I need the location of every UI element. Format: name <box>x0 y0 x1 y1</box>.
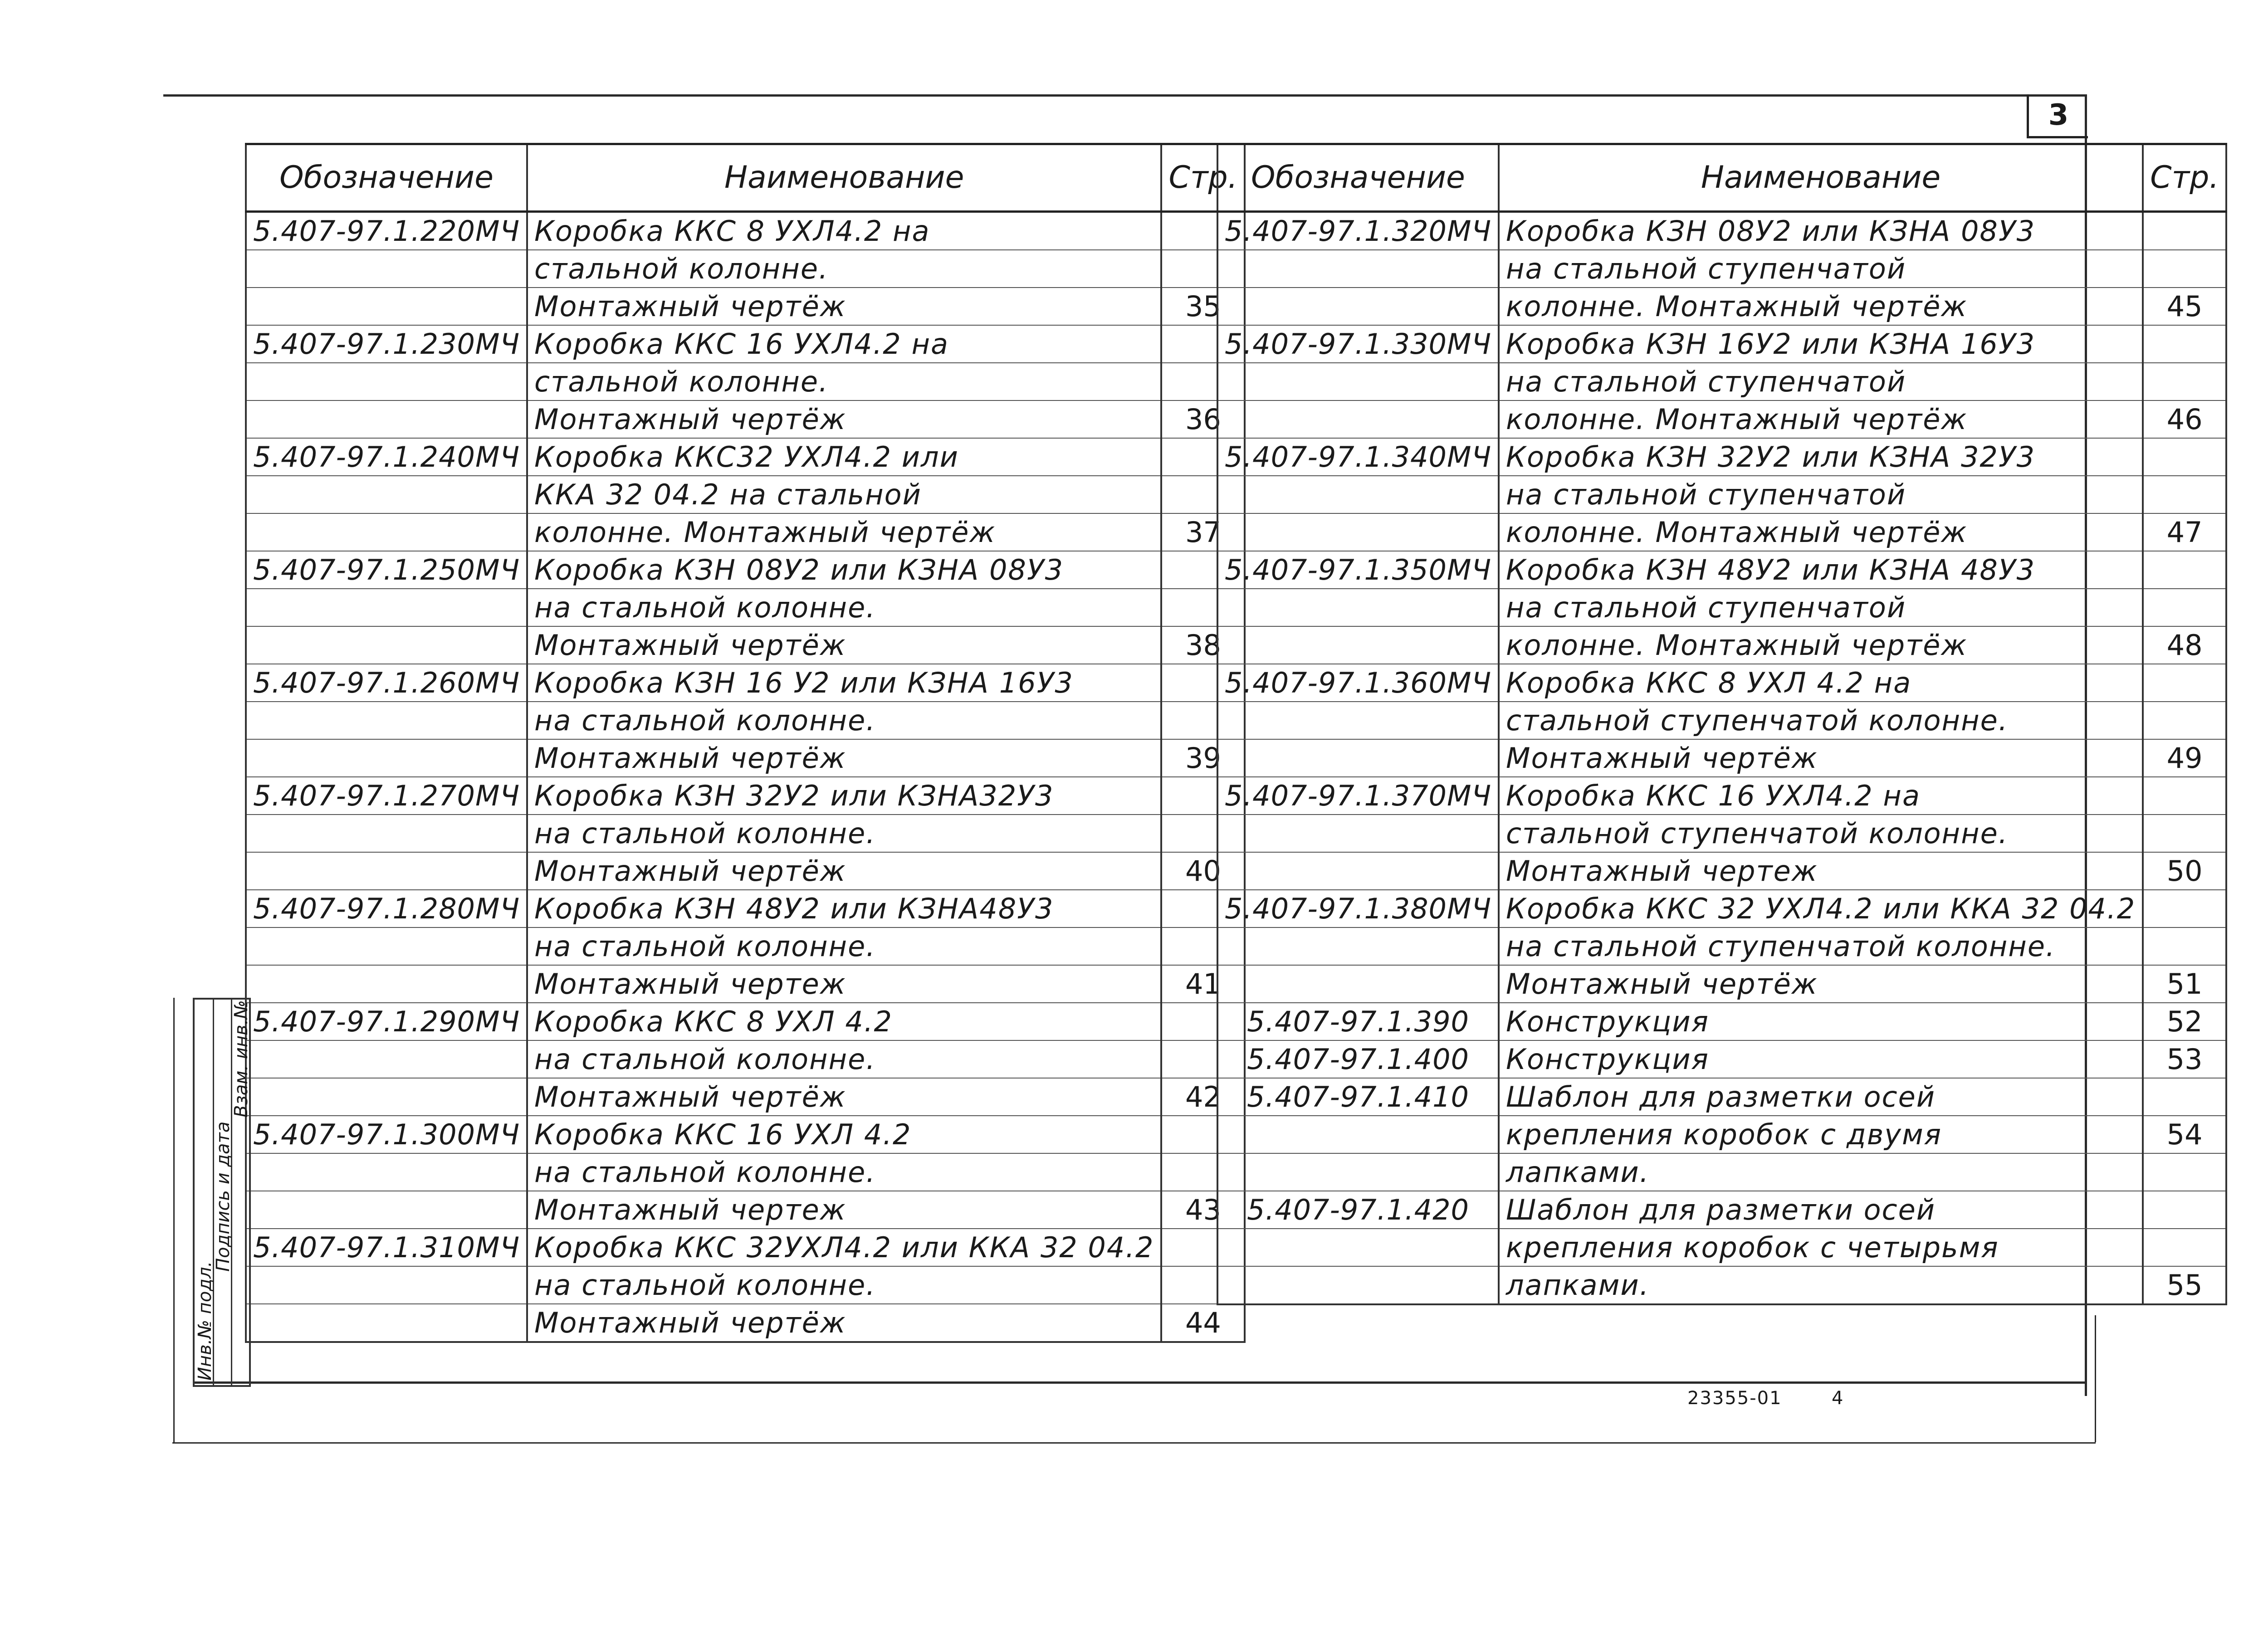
stamp-replacement-label: Взам. инв.№ <box>231 1000 252 1118</box>
name-cell: на стальной колонне. <box>527 1266 1161 1304</box>
page-cell: 44 <box>1161 1304 1245 1342</box>
page-cell: 47 <box>2143 513 2226 551</box>
designation-cell <box>246 1266 527 1304</box>
page-cell <box>2143 664 2226 702</box>
name-cell: Конструкция <box>1499 1040 2143 1078</box>
table-row <box>1217 965 2226 1003</box>
page-number: 3 <box>2027 94 2088 138</box>
designation-cell: 5.407-97.1.310МЧ <box>246 1229 527 1266</box>
name-cell: Конструкция <box>1499 1003 2143 1040</box>
designation-cell: 5.407-97.1.390 <box>1217 1003 1499 1040</box>
table-row <box>1217 664 2226 702</box>
designation-cell <box>1217 965 1499 1003</box>
table-row <box>1217 513 2226 551</box>
page-cell: 54 <box>2143 1116 2226 1153</box>
page-cell: 38 <box>1161 626 1245 664</box>
name-header: Наименование <box>1499 144 2143 212</box>
page-header: Стр. <box>1161 144 1245 212</box>
table-row <box>246 1229 1245 1266</box>
table-row <box>1217 438 2226 476</box>
table-row <box>1217 212 2226 250</box>
outer-left-line <box>173 998 175 1442</box>
page-cell <box>2143 927 2226 965</box>
page-cell <box>2143 212 2226 250</box>
table-row <box>246 1191 1245 1229</box>
page-cell: 36 <box>1161 400 1245 438</box>
name-cell: на стальной ступенчатой <box>1499 476 2143 513</box>
name-cell: стальной ступенчатой колонне. <box>1499 815 2143 852</box>
page-cell <box>2143 815 2226 852</box>
page-cell <box>2143 1153 2226 1191</box>
bottom-frame-line <box>193 1381 2087 1384</box>
table-row <box>246 815 1245 852</box>
page-header: Стр. <box>2143 144 2226 212</box>
designation-cell <box>246 852 527 890</box>
table-header-row <box>1217 144 2226 212</box>
table-row <box>246 325 1245 363</box>
name-cell: крепления коробок с четырьмя <box>1499 1229 2143 1266</box>
designation-cell: 5.407-97.1.280МЧ <box>246 890 527 927</box>
name-cell: Коробка КЗН 16У2 или КЗНА 16У3 <box>1499 325 2143 363</box>
top-frame-line <box>163 94 2087 97</box>
table-row <box>1217 1229 2226 1266</box>
name-cell: Коробка ККС 16 УХЛ 4.2 <box>527 1116 1161 1153</box>
page-cell: 39 <box>1161 739 1245 777</box>
table-row <box>1217 250 2226 288</box>
page-cell: 40 <box>1161 852 1245 890</box>
table-row <box>1217 400 2226 438</box>
designation-cell <box>246 513 527 551</box>
table-row <box>246 288 1245 325</box>
name-cell: Монтажный чертёж <box>527 1304 1161 1342</box>
name-cell: Шаблон для разметки осей <box>1499 1191 2143 1229</box>
page-cell <box>2143 476 2226 513</box>
designation-cell: 5.407-97.1.380МЧ <box>1217 890 1499 927</box>
page-cell: 42 <box>1161 1078 1245 1116</box>
designation-cell <box>246 1191 527 1229</box>
outer-right-line <box>2095 1315 2096 1442</box>
name-cell: Коробка ККС 16 УХЛ4.2 на <box>1499 777 2143 815</box>
table-row <box>246 1153 1245 1191</box>
name-cell: колонне. Монтажный чертёж <box>1499 400 2143 438</box>
table-row <box>246 890 1245 927</box>
designation-cell <box>1217 626 1499 664</box>
table-row <box>246 589 1245 626</box>
page-cell: 35 <box>1161 288 1245 325</box>
designation-cell <box>246 250 527 288</box>
name-cell: Шаблон для разметки осей <box>1499 1078 2143 1116</box>
designation-header: Обозначение <box>1217 144 1499 212</box>
table-row <box>1217 626 2226 664</box>
outer-bottom-line <box>172 1442 2096 1444</box>
name-cell: на стальной колонне. <box>527 1040 1161 1078</box>
stamp-signature-label: Подпись и дата <box>213 1121 234 1272</box>
stamp-inventory-label: Инв.№ подл. <box>195 1261 215 1381</box>
document-sheet-number: 4 <box>1832 1388 1844 1409</box>
designation-cell <box>1217 513 1499 551</box>
designation-cell <box>246 626 527 664</box>
name-cell: колонне. Монтажный чертёж <box>1499 288 2143 325</box>
name-cell: Коробка КЗН 08У2 или КЗНА 08У3 <box>1499 212 2143 250</box>
table-row <box>1217 551 2226 589</box>
page-cell: 50 <box>2143 852 2226 890</box>
designation-cell <box>1217 739 1499 777</box>
designation-cell <box>246 927 527 965</box>
table-row <box>246 1266 1245 1304</box>
table-row <box>246 1116 1245 1153</box>
name-cell: ККА 32 04.2 на стальной <box>527 476 1161 513</box>
name-cell: на стальной колонне. <box>527 702 1161 739</box>
designation-cell <box>1217 476 1499 513</box>
page-cell: 37 <box>1161 513 1245 551</box>
designation-cell <box>246 1078 527 1116</box>
name-cell: на стальной колонне. <box>527 927 1161 965</box>
page-cell: 52 <box>2143 1003 2226 1040</box>
table-row <box>1217 890 2226 927</box>
table-row <box>1217 927 2226 965</box>
name-cell: стальной ступенчатой колонне. <box>1499 702 2143 739</box>
page-cell: 53 <box>2143 1040 2226 1078</box>
designation-cell: 5.407-97.1.420 <box>1217 1191 1499 1229</box>
table-row <box>246 927 1245 965</box>
table-row <box>246 852 1245 890</box>
designation-cell <box>1217 250 1499 288</box>
page-cell: 48 <box>2143 626 2226 664</box>
table-row <box>246 212 1245 250</box>
name-cell: стальной колонне. <box>527 250 1161 288</box>
table-row <box>246 1040 1245 1078</box>
name-cell: Монтажный чертеж <box>527 965 1161 1003</box>
name-cell: колонне. Монтажный чертёж <box>527 513 1161 551</box>
designation-cell <box>246 363 527 400</box>
table-row <box>1217 288 2226 325</box>
page-cell <box>2143 250 2226 288</box>
name-cell: Коробка КЗН 08У2 или КЗНА 08У3 <box>527 551 1161 589</box>
designation-cell <box>1217 1229 1499 1266</box>
name-cell: Коробка ККС 16 УХЛ4.2 на <box>527 325 1161 363</box>
table-row <box>1217 739 2226 777</box>
name-cell: Коробка ККС 8 УХЛ 4.2 на <box>1499 664 2143 702</box>
name-cell: Монтажный чертёж <box>527 400 1161 438</box>
designation-cell <box>246 815 527 852</box>
designation-cell <box>1217 1266 1499 1304</box>
table-row <box>1217 1040 2226 1078</box>
designation-cell: 5.407-97.1.240МЧ <box>246 438 527 476</box>
page-cell <box>2143 890 2226 927</box>
designation-cell <box>1217 927 1499 965</box>
designation-cell <box>246 739 527 777</box>
designation-cell: 5.407-97.1.230МЧ <box>246 325 527 363</box>
table-row <box>246 1304 1245 1342</box>
table-row <box>1217 1116 2226 1153</box>
name-cell: колонне. Монтажный чертёж <box>1499 626 2143 664</box>
designation-cell <box>246 288 527 325</box>
table-row <box>1217 476 2226 513</box>
name-cell: Коробка КЗН 16 У2 или КЗНА 16У3 <box>527 664 1161 702</box>
designation-cell <box>1217 363 1499 400</box>
designation-cell <box>1217 852 1499 890</box>
designation-cell <box>1217 1116 1499 1153</box>
designation-cell <box>246 702 527 739</box>
name-cell: Коробка КЗН 32У2 или КЗНА 32У3 <box>1499 438 2143 476</box>
designation-cell <box>1217 1153 1499 1191</box>
page-cell <box>2143 551 2226 589</box>
table-header-row <box>246 144 1245 212</box>
page-cell <box>2143 777 2226 815</box>
page-cell <box>2143 1078 2226 1116</box>
table-row <box>1217 1266 2226 1304</box>
designation-cell <box>246 400 527 438</box>
designation-cell <box>246 1153 527 1191</box>
designation-cell: 5.407-97.1.250МЧ <box>246 551 527 589</box>
name-cell: Монтажный чертёж <box>527 852 1161 890</box>
designation-header: Обозначение <box>246 144 527 212</box>
table-row <box>246 664 1245 702</box>
page-cell <box>2143 702 2226 739</box>
table-row <box>1217 363 2226 400</box>
table-row <box>1217 325 2226 363</box>
name-cell: Коробка ККС 32 УХЛ4.2 или ККА 32 04.2 <box>1499 890 2143 927</box>
designation-cell <box>1217 400 1499 438</box>
designation-cell: 5.407-97.1.300МЧ <box>246 1116 527 1153</box>
designation-cell: 5.407-97.1.320МЧ <box>1217 212 1499 250</box>
table-row <box>246 363 1245 400</box>
designation-cell: 5.407-97.1.260МЧ <box>246 664 527 702</box>
table-row <box>246 476 1245 513</box>
name-cell: лапками. <box>1499 1266 2143 1304</box>
page-cell: 55 <box>2143 1266 2226 1304</box>
name-cell: Коробка ККС 8 УХЛ 4.2 <box>527 1003 1161 1040</box>
table-row <box>1217 589 2226 626</box>
name-cell: Коробка КЗН 48У2 или КЗНА 48У3 <box>1499 551 2143 589</box>
table-row <box>246 1003 1245 1040</box>
drawing-register-right <box>1217 143 2227 1305</box>
name-cell: на стальной ступенчатой <box>1499 589 2143 626</box>
name-cell: Монтажный чертеж <box>527 1191 1161 1229</box>
designation-cell: 5.407-97.1.270МЧ <box>246 777 527 815</box>
table-row <box>246 250 1245 288</box>
name-cell: лапками. <box>1499 1153 2143 1191</box>
name-cell: стальной колонне. <box>527 363 1161 400</box>
designation-cell <box>1217 589 1499 626</box>
name-cell: Монтажный чертёж <box>527 1078 1161 1116</box>
drawing-register-left <box>245 143 1246 1343</box>
table-row <box>246 513 1245 551</box>
page-cell: 41 <box>1161 965 1245 1003</box>
page-cell <box>2143 1229 2226 1266</box>
table-row <box>246 965 1245 1003</box>
name-cell: Монтажный чертёж <box>527 626 1161 664</box>
designation-cell <box>246 476 527 513</box>
designation-cell: 5.407-97.1.220МЧ <box>246 212 527 250</box>
designation-cell: 5.407-97.1.290МЧ <box>246 1003 527 1040</box>
table-row <box>246 626 1245 664</box>
table-row <box>1217 852 2226 890</box>
designation-cell: 5.407-97.1.340МЧ <box>1217 438 1499 476</box>
designation-cell <box>1217 702 1499 739</box>
name-cell: Коробка ККС 8 УХЛ4.2 на <box>527 212 1161 250</box>
page-cell <box>2143 325 2226 363</box>
table-row <box>246 702 1245 739</box>
page-cell: 51 <box>2143 965 2226 1003</box>
page-cell: 45 <box>2143 288 2226 325</box>
table-row <box>246 438 1245 476</box>
name-cell: Монтажный чертёж <box>527 739 1161 777</box>
name-cell: Монтажный чертёж <box>527 288 1161 325</box>
designation-cell: 5.407-97.1.330МЧ <box>1217 325 1499 363</box>
name-cell: на стальной ступенчатой <box>1499 250 2143 288</box>
page-cell <box>2143 1191 2226 1229</box>
table-row <box>246 1078 1245 1116</box>
page-cell <box>2143 438 2226 476</box>
table-row <box>1217 702 2226 739</box>
designation-cell <box>1217 815 1499 852</box>
document-code-number: 23355-01 <box>1687 1388 1782 1409</box>
designation-cell: 5.407-97.1.370МЧ <box>1217 777 1499 815</box>
designation-cell: 5.407-97.1.350МЧ <box>1217 551 1499 589</box>
table-row <box>1217 777 2226 815</box>
name-cell: Монтажный чертёж <box>1499 739 2143 777</box>
table-row <box>246 739 1245 777</box>
name-cell: на стальной колонне. <box>527 815 1161 852</box>
name-cell: Монтажный чертёж <box>1499 965 2143 1003</box>
name-cell: на стальной ступенчатой колонне. <box>1499 927 2143 965</box>
approval-stamp <box>193 998 251 1387</box>
page-cell <box>2143 589 2226 626</box>
table-row <box>1217 1191 2226 1229</box>
table-row <box>246 777 1245 815</box>
table-row <box>246 400 1245 438</box>
table-row <box>1217 1003 2226 1040</box>
designation-cell: 5.407-97.1.400 <box>1217 1040 1499 1078</box>
name-cell: колонне. Монтажный чертёж <box>1499 513 2143 551</box>
name-cell: Коробка КЗН 32У2 или КЗНА32У3 <box>527 777 1161 815</box>
designation-cell <box>1217 288 1499 325</box>
table-row <box>1217 1078 2226 1116</box>
name-cell: Монтажный чертеж <box>1499 852 2143 890</box>
name-cell: на стальной колонне. <box>527 1153 1161 1191</box>
designation-cell <box>246 965 527 1003</box>
page-cell: 46 <box>2143 400 2226 438</box>
designation-cell: 5.407-97.1.360МЧ <box>1217 664 1499 702</box>
page-cell: 49 <box>2143 739 2226 777</box>
table-row <box>1217 1153 2226 1191</box>
page-cell: 43 <box>1161 1191 1245 1229</box>
table-row <box>1217 815 2226 852</box>
designation-cell <box>246 589 527 626</box>
designation-cell <box>246 1304 527 1342</box>
name-header: Наименование <box>527 144 1161 212</box>
name-cell: Коробка ККС32 УХЛ4.2 или <box>527 438 1161 476</box>
name-cell: на стальной ступенчатой <box>1499 363 2143 400</box>
table-row <box>246 551 1245 589</box>
designation-cell: 5.407-97.1.410 <box>1217 1078 1499 1116</box>
designation-cell <box>246 1040 527 1078</box>
name-cell: Коробка ККС 32УХЛ4.2 или ККА 32 04.2 <box>527 1229 1161 1266</box>
name-cell: Коробка КЗН 48У2 или КЗНА48У3 <box>527 890 1161 927</box>
name-cell: крепления коробок с двумя <box>1499 1116 2143 1153</box>
document-code <box>1687 1388 1844 1409</box>
page-cell <box>2143 363 2226 400</box>
name-cell: на стальной колонне. <box>527 589 1161 626</box>
